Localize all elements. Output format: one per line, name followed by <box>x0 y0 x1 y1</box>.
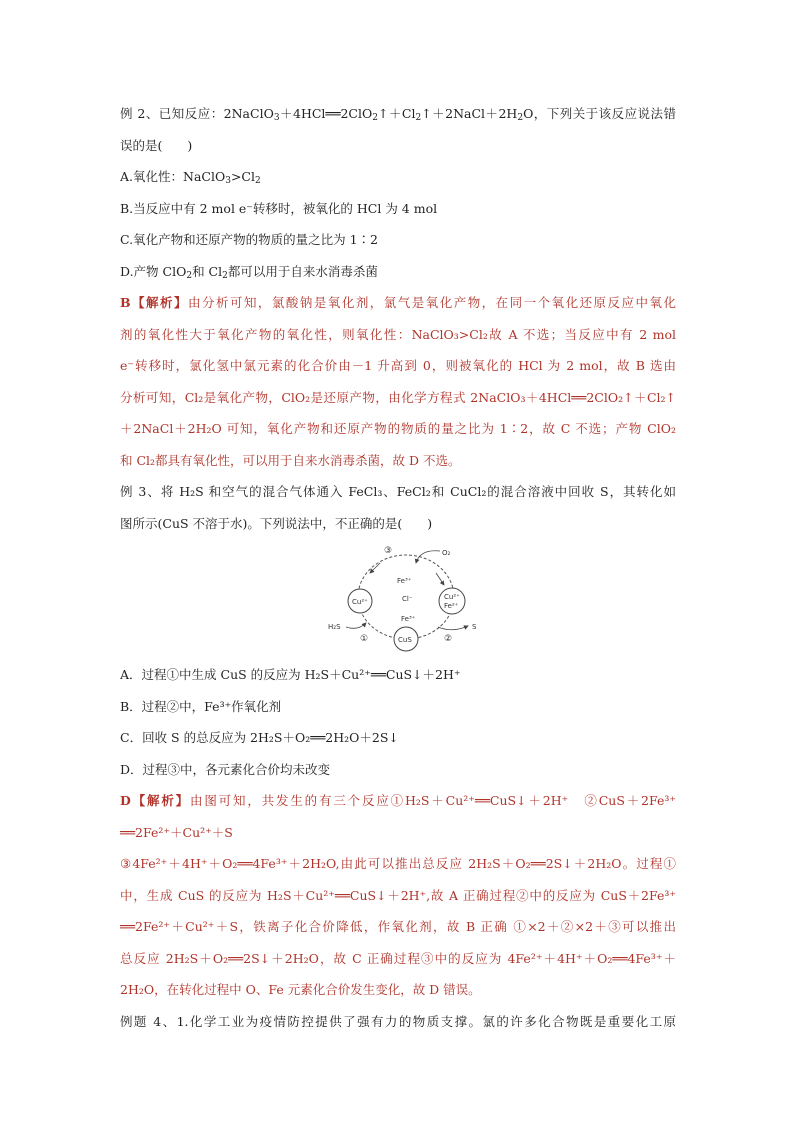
example2-stem-line2: 误的是( ) <box>120 137 193 153</box>
analysis-tag: D【解析】 <box>120 793 191 808</box>
example3-option-a: A．过程①中生成 CuS 的反应为 H₂S＋Cu²⁺══CuS↓＋2H⁺ <box>120 667 461 682</box>
analysis-tag: B【解析】 <box>120 295 188 310</box>
example2-option-b: B.当反应中有 2 mol e⁻转移时，被氧化的 HCl 为 4 mol <box>120 200 438 216</box>
fe3-top-label: Fe³⁺ <box>397 577 412 585</box>
example3-stem-line2: 图所示(CuS 不溶于水)。下列说法中，不正确的是( ) <box>120 515 433 531</box>
o2-arrow <box>416 551 440 563</box>
step2-label: ② <box>444 634 453 644</box>
example4-stem-line1: 例题 4、1.化学工业为疫情防控提供了强有力的物质支撑。氯的许多化合物既是重要化工原 <box>120 1013 676 1029</box>
fe2-right-label: Fe²⁺ <box>444 602 459 610</box>
example2-option-d: D.产物 ClO$_2$和 $Cl_2$都可以用于自来水消毒杀菌 <box>120 263 378 281</box>
example2-analysis-line5: ＋2NaCl＋2H₂O 可知，氧化产物和还原产物的物质的量之比为 1∶2，故 C 不选；产物 ClO₂ <box>120 421 676 436</box>
h2s-label: H₂S <box>328 623 341 631</box>
example3-analysis-line4: 中，生成 CuS 的反应为 H₂S＋Cu²⁺══CuS↓＋2H⁺,故 A 正确过程②中的反应为 CuS＋2Fe³⁺ <box>120 887 676 903</box>
s-label: S <box>472 623 477 631</box>
step3-label: ③ <box>384 546 393 556</box>
example2-analysis-line1: B【解析】由分析可知，氯酸钠是氧化剂，氯气是氧化产物，在同一个氧化还原反应中氧化 <box>120 295 676 310</box>
cycle-arrow-right <box>436 573 444 585</box>
example3-option-d: D．过程③中，各元素化合价均未改变 <box>120 761 331 777</box>
example2-analysis-line2: 剂的氧化性大于氧化产物的氧化性，则氧化性：NaClO₃>Cl₂故 A 不选；当反应中有 2 mol <box>120 326 676 342</box>
example3-analysis-line2: ══2Fe²⁺＋Cu²⁺＋S <box>120 824 233 840</box>
example2-option-a: A.氧化性：$NaClO_3>Cl_2$ <box>120 169 261 186</box>
example3-analysis-line6: 总反应 2H₂S＋O₂══2S↓＋2H₂O，故 C 正确过程③中的反应为 4Fe²⁺＋4H⁺＋O₂══4Fe³⁺＋ <box>120 950 676 966</box>
example2-analysis-line4: 分析可知，Cl₂是氧化产物，ClO₂是还原产物，由化学方程式 2NaClO₃＋4HCl══2ClO₂↑＋Cl₂↑ <box>120 389 676 405</box>
cu-fe-right-circle <box>439 588 465 614</box>
example2-option-c: C.氧化产物和还原产物的物质的量之比为 1∶2 <box>120 232 378 247</box>
example2-analysis-line6: 和 Cl₂都具有氧化性，可以用于自来水消毒杀菌，故 D 不选。 <box>120 452 461 468</box>
example2-stem-line1: 例 2、已知反应：$2NaClO_3+4HCl══2ClO_2↑+Cl_2↑+2NaCl+2H_2O$，下列关于该反应说法错 <box>120 106 676 123</box>
example3-option-b: B．过程②中，Fe³⁺作氧化剂 <box>120 698 282 714</box>
cu2-left-label: Cu²⁺ <box>352 598 368 606</box>
cus-label: CuS <box>398 636 412 644</box>
step1-label: ① <box>360 634 369 644</box>
document-page <box>120 98 676 1037</box>
example3-analysis-line7: 2H₂O，在转化过程中 O、Fe 元素化合价发生变化，故 D 错误。 <box>120 982 481 997</box>
h2s-arrow <box>346 623 366 628</box>
s-arrow <box>438 626 468 630</box>
cl-label: Cl⁻ <box>402 595 413 603</box>
cu2-right-label: Cu²⁺ <box>444 593 460 601</box>
fe3-mid-label: Fe³⁺ <box>401 615 416 623</box>
example3-analysis-line5: ══2Fe²⁺＋Cu²⁺＋S，铁离子化合价降低，作氧化剂，故 B 正确 ①×2＋②×2＋③可以推出 <box>120 919 676 934</box>
example3-stem-line1: 例 3、将 H₂S 和空气的混合气体通入 FeCl₃、FeCl₂和 CuCl₂的混合溶液中回收 S，其转化如 <box>120 484 676 499</box>
cycle-arrow-top <box>370 563 380 573</box>
example3-option-c: C．回收 S 的总反应为 2H₂S＋O₂══2H₂O＋2S↓ <box>120 730 399 745</box>
example3-analysis-line1: D【解析】由图可知，共发生的有三个反应①H₂S＋Cu²⁺══CuS↓＋2H⁺ ②CuS＋2Fe³⁺ <box>120 793 676 808</box>
o2-label: O₂ <box>442 549 451 557</box>
example2-analysis-line3: e⁻转移时，氯化氢中氯元素的化合价由－1 升高到 0，则被氧化的 HCl 为 2 mol，故 B 选由 <box>120 358 676 373</box>
example3-analysis-line3: ③4Fe²⁺＋4H⁺＋O₂══4Fe³⁺＋2H₂O,由此可以推出总反应 2H₂S＋O₂══2S↓＋2H₂O。过程① <box>120 856 676 871</box>
cycle-diagram <box>120 541 676 655</box>
